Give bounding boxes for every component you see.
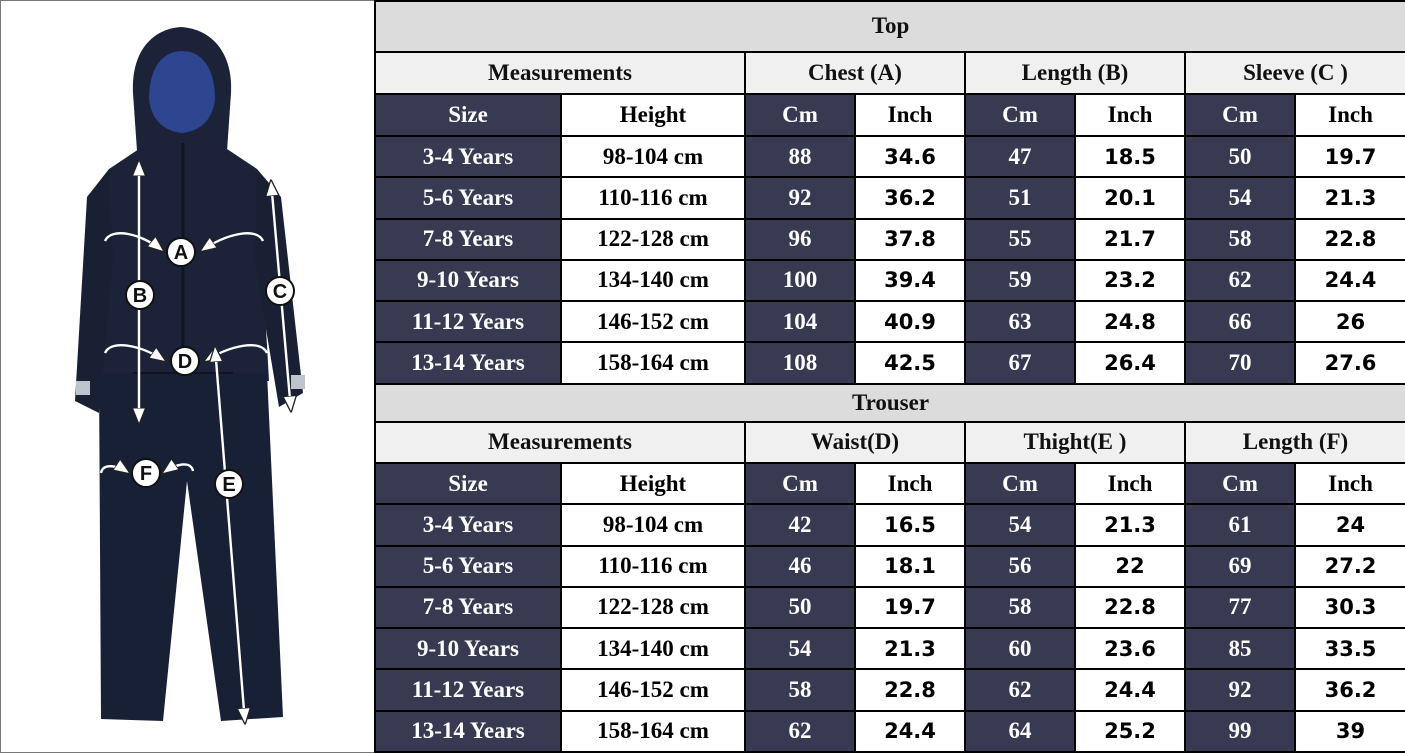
top-column-header: Length (B) <box>965 52 1185 94</box>
trouser-table-cell: 21.3 <box>855 628 965 669</box>
trouser-table-cell: 98-104 cm <box>561 504 745 545</box>
trouser-measurements-header: Measurements <box>375 422 745 463</box>
top-table-cell: 98-104 cm <box>561 136 745 177</box>
top-table-cell: 21.7 <box>1075 219 1185 260</box>
top-table-cell: 24.4 <box>1295 260 1405 301</box>
trouser-table-cell: 122-128 cm <box>561 587 745 628</box>
trouser-table-cell: 158-164 cm <box>561 711 745 752</box>
trouser-subheader-cell: Cm <box>1185 463 1295 504</box>
top-table-cell: 5-6 Years <box>375 177 561 218</box>
trouser-table-cell: 92 <box>1185 669 1295 710</box>
trouser-subheader-cell: Height <box>561 463 745 504</box>
top-table-cell: 27.6 <box>1295 342 1405 383</box>
trouser-subheader-cell: Inch <box>855 463 965 504</box>
trouser-table-cell: 56 <box>965 546 1075 587</box>
top-size-row <box>375 219 1405 260</box>
trouser-column-header: Thight(E ) <box>965 422 1185 463</box>
trouser-size-row <box>375 504 1405 545</box>
top-table-cell: 36.2 <box>855 177 965 218</box>
trouser-table-cell: 62 <box>965 669 1075 710</box>
top-size-row <box>375 177 1405 218</box>
top-table-cell: 54 <box>1185 177 1295 218</box>
top-subheader-cell: Inch <box>855 94 965 136</box>
trouser-subheader-cell: Cm <box>965 463 1075 504</box>
trouser-table-cell: 42 <box>745 504 855 545</box>
top-table-cell: 100 <box>745 260 855 301</box>
trouser-subheader-cell: Inch <box>1295 463 1405 504</box>
trouser-table-cell: 7-8 Years <box>375 587 561 628</box>
trouser-table-cell: 58 <box>965 587 1075 628</box>
top-table-cell: 24.8 <box>1075 301 1185 342</box>
top-table-cell: 63 <box>965 301 1075 342</box>
trouser-size-row <box>375 669 1405 710</box>
top-size-row <box>375 342 1405 383</box>
top-table-cell: 92 <box>745 177 855 218</box>
trouser-section-title: Trouser <box>375 384 1405 422</box>
trouser-size-row <box>375 628 1405 669</box>
trouser-size-row <box>375 587 1405 628</box>
top-table-cell: 11-12 Years <box>375 301 561 342</box>
svg-text:B: B <box>132 285 148 307</box>
trouser-subheader-cell: Size <box>375 463 561 504</box>
trouser-table-cell: 99 <box>1185 711 1295 752</box>
trouser-table-cell: 50 <box>745 587 855 628</box>
marker-a <box>167 238 195 266</box>
trouser-table-cell: 23.6 <box>1075 628 1185 669</box>
trouser-size-row <box>375 546 1405 587</box>
top-table-cell: 59 <box>965 260 1075 301</box>
trouser-table-cell: 16.5 <box>855 504 965 545</box>
trouser-subheader-cell: Inch <box>1075 463 1185 504</box>
trouser-table-cell: 19.7 <box>855 587 965 628</box>
trouser-table-cell: 134-140 cm <box>561 628 745 669</box>
top-table-cell: 3-4 Years <box>375 136 561 177</box>
trouser-table-cell: 58 <box>745 669 855 710</box>
top-table-cell: 66 <box>1185 301 1295 342</box>
svg-text:C: C <box>272 281 288 303</box>
trouser-table-cell: 25.2 <box>1075 711 1185 752</box>
trouser-table-cell: 60 <box>965 628 1075 669</box>
top-table-cell: 88 <box>745 136 855 177</box>
rainsuit-illustration <box>1 1 374 752</box>
marker-f <box>132 459 160 487</box>
trouser-table-cell: 22.8 <box>855 669 965 710</box>
top-table-cell: 22.8 <box>1295 219 1405 260</box>
right-reflective-strip <box>291 375 305 389</box>
top-table-cell: 62 <box>1185 260 1295 301</box>
top-table-cell: 50 <box>1185 136 1295 177</box>
top-size-row <box>375 301 1405 342</box>
top-table-cell: 13-14 Years <box>375 342 561 383</box>
top-table-cell: 34.6 <box>855 136 965 177</box>
top-section-title-row <box>375 1 1405 52</box>
top-table-cell: 51 <box>965 177 1075 218</box>
top-table-cell: 9-10 Years <box>375 260 561 301</box>
top-table-cell: 134-140 cm <box>561 260 745 301</box>
top-table-cell: 58 <box>1185 219 1295 260</box>
trouser-unit-header-row <box>375 463 1405 504</box>
top-table-cell: 47 <box>965 136 1075 177</box>
top-section-title: Top <box>375 1 1405 52</box>
top-table-cell: 39.4 <box>855 260 965 301</box>
top-size-row <box>375 136 1405 177</box>
trouser-table-cell: 77 <box>1185 587 1295 628</box>
top-table-cell: 110-116 cm <box>561 177 745 218</box>
trouser-table-cell: 62 <box>745 711 855 752</box>
top-size-row <box>375 260 1405 301</box>
trouser-table-cell: 27.2 <box>1295 546 1405 587</box>
marker-e <box>215 470 243 498</box>
trouser-table-cell: 18.1 <box>855 546 965 587</box>
trouser-column-header: Length (F) <box>1185 422 1405 463</box>
trouser-table-cell: 24.4 <box>855 711 965 752</box>
rainsuit-measurement-figure <box>0 0 375 753</box>
top-table-cell: 40.9 <box>855 301 965 342</box>
top-table-cell: 18.5 <box>1075 136 1185 177</box>
top-subheader-cell: Size <box>375 94 561 136</box>
trouser-table-cell: 24 <box>1295 504 1405 545</box>
trouser-subheader-cell: Cm <box>745 463 855 504</box>
top-subheader-cell: Cm <box>1185 94 1295 136</box>
top-table-cell: 158-164 cm <box>561 342 745 383</box>
marker-d <box>171 347 199 375</box>
trousers <box>99 373 283 721</box>
top-table-cell: 96 <box>745 219 855 260</box>
trouser-table-cell: 69 <box>1185 546 1295 587</box>
marker-c <box>266 277 294 305</box>
size-chart-table <box>374 0 1405 753</box>
top-table-cell: 108 <box>745 342 855 383</box>
trouser-table-cell: 54 <box>745 628 855 669</box>
top-table-cell: 26 <box>1295 301 1405 342</box>
trouser-column-header: Waist(D) <box>745 422 965 463</box>
trouser-table-cell: 146-152 cm <box>561 669 745 710</box>
size-chart-body <box>375 1 1405 752</box>
top-subheader-cell: Cm <box>965 94 1075 136</box>
top-table-cell: 26.4 <box>1075 342 1185 383</box>
trouser-table-cell: 13-14 Years <box>375 711 561 752</box>
top-table-cell: 122-128 cm <box>561 219 745 260</box>
trouser-table-cell: 30.3 <box>1295 587 1405 628</box>
top-column-header: Sleeve (C ) <box>1185 52 1405 94</box>
top-table-cell: 37.8 <box>855 219 965 260</box>
top-group-header-row <box>375 52 1405 94</box>
top-table-cell: 67 <box>965 342 1075 383</box>
marker-b <box>126 281 154 309</box>
trouser-table-cell: 33.5 <box>1295 628 1405 669</box>
top-column-header: Chest (A) <box>745 52 965 94</box>
trouser-size-row <box>375 711 1405 752</box>
trouser-table-cell: 36.2 <box>1295 669 1405 710</box>
trouser-table-cell: 11-12 Years <box>375 669 561 710</box>
top-table-cell: 42.5 <box>855 342 965 383</box>
svg-text:F: F <box>139 463 153 485</box>
svg-text:A: A <box>173 242 189 264</box>
top-table-cell: 7-8 Years <box>375 219 561 260</box>
trouser-table-cell: 46 <box>745 546 855 587</box>
svg-text:D: D <box>177 351 193 373</box>
top-subheader-cell: Height <box>561 94 745 136</box>
trouser-table-cell: 61 <box>1185 504 1295 545</box>
trouser-table-cell: 22 <box>1075 546 1185 587</box>
top-subheader-cell: Inch <box>1075 94 1185 136</box>
trouser-table-cell: 24.4 <box>1075 669 1185 710</box>
top-subheader-cell: Inch <box>1295 94 1405 136</box>
hood-lining <box>149 51 215 133</box>
trouser-table-cell: 22.8 <box>1075 587 1185 628</box>
top-table-cell: 70 <box>1185 342 1295 383</box>
top-measurements-header: Measurements <box>375 52 745 94</box>
trouser-table-cell: 54 <box>965 504 1075 545</box>
trouser-table-cell: 110-116 cm <box>561 546 745 587</box>
svg-text:E: E <box>222 474 236 496</box>
trouser-table-cell: 5-6 Years <box>375 546 561 587</box>
top-table-cell: 23.2 <box>1075 260 1185 301</box>
top-table-cell: 19.7 <box>1295 136 1405 177</box>
left-reflective-strip <box>76 381 90 395</box>
trouser-section-title-row <box>375 384 1405 422</box>
top-table-cell: 104 <box>745 301 855 342</box>
trouser-table-cell: 21.3 <box>1075 504 1185 545</box>
top-subheader-cell: Cm <box>745 94 855 136</box>
top-table-cell: 20.1 <box>1075 177 1185 218</box>
trouser-table-cell: 39 <box>1295 711 1405 752</box>
trouser-table-cell: 64 <box>965 711 1075 752</box>
trouser-table-cell: 85 <box>1185 628 1295 669</box>
top-table-cell: 146-152 cm <box>561 301 745 342</box>
trouser-group-header-row <box>375 422 1405 463</box>
top-unit-header-row <box>375 94 1405 136</box>
trouser-table-cell: 3-4 Years <box>375 504 561 545</box>
trouser-table-cell: 9-10 Years <box>375 628 561 669</box>
top-table-cell: 55 <box>965 219 1075 260</box>
top-table-cell: 21.3 <box>1295 177 1405 218</box>
